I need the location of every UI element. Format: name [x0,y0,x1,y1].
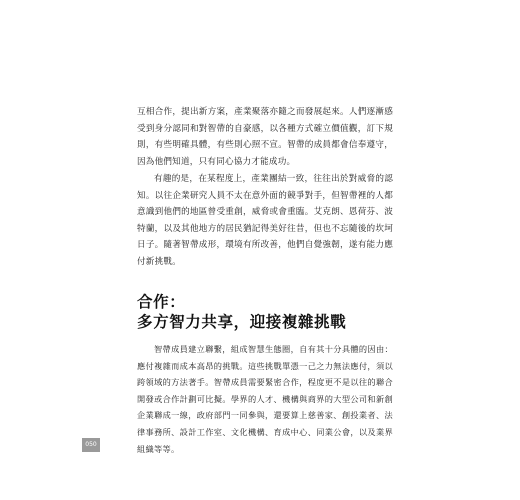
section-heading [137,292,346,332]
paragraph-2: 有趣的是，在某程度上，產業團結一致，往往出於對威脅的認知。以往企業研究人員不太在意外面的競爭對手，但智帶裡的人都意識到他們的地區曾受重創，威脅或會重臨。艾克朗、恩荷芬、波特蘭，以及其他地方的居民猶記得美好往昔，但也不忘隨後的坎坷日子。隨著智帶成形，環境有所改善，他們自覺強韌，遂有能力應付新挑戰。 [137,174,393,267]
paragraph-3: 智帶成員建立聯繫，組成智慧生態圈，自有其十分具體的因由：應付複雜而成本高昂的挑戰。這些挑戰單憑一己之力無法應付，須以跨領域的方法著手。智帶成員需要緊密合作，程度更不是以往的聯合開發或合作計劃可比擬。學界的人才、機構與商界的大型公司和新創企業聯成一線，政府部門一同參與，還要算上慈善家、創投業者、法律事務所、設計工作室、文化機構、育成中心、同業公會，以及業界組織等等。 [137,344,393,454]
paragraph-1: 互相合作，提出新方案，產業聚落亦隨之而發展起來。人們逐漸感受到身分認同和對智帶的自豪感，以各種方式確立價值觀，訂下規則，有些明確具體，有些則心照不宣。智帶的成員都會信奉遵守，因為他們知道，只有同心協力才能成功。 [137,107,393,167]
heading-line-1: 合作： [137,292,186,311]
heading-line-2: 多方智力共享，迎接複雜挑戰 [137,312,347,331]
page-number: 050 [82,438,100,452]
